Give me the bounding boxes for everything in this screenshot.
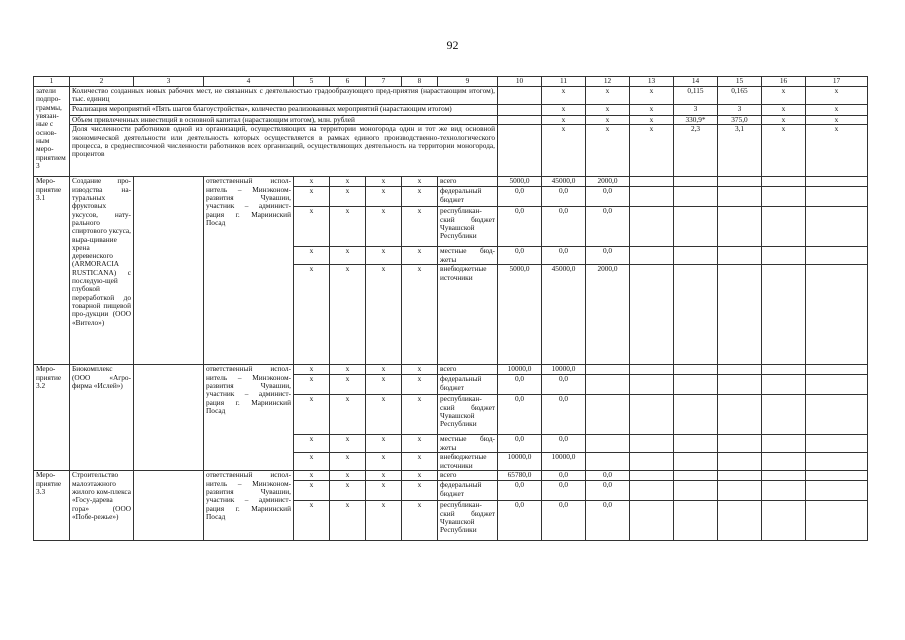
indicator-value: х: [762, 87, 806, 105]
funding-source: федеральный бюджет: [438, 375, 498, 395]
funding-value: 10000,0: [542, 453, 586, 471]
measure-executor: ответственный испол-нитель – Минэконом-развития Чувашии, участник – админист-рация г. Мариинский Посад: [204, 471, 294, 541]
funding-value: 0,0: [542, 187, 586, 207]
indicator-text: Количество созданных новых рабочих мест, не связанных с деятельностью градообразующего пред-приятия (нарастающим итогом), тыс. единиц: [70, 87, 498, 105]
funding-source: республикан-ский бюджет Чувашской Республики: [438, 395, 498, 435]
code-cell: х: [402, 375, 438, 395]
indicator-value: х: [586, 116, 630, 125]
indicator-value: 3: [718, 105, 762, 116]
code-cell: х: [402, 453, 438, 471]
empty-cell: [718, 395, 762, 435]
code-cell: х: [402, 265, 438, 365]
empty-cell: [806, 471, 868, 481]
indicator-row: [34, 87, 868, 105]
funding-value: 0,0: [586, 471, 630, 481]
code-cell: х: [366, 435, 402, 453]
empty-cell: [674, 177, 718, 187]
measure-row: [34, 365, 868, 375]
code-cell: х: [330, 501, 366, 541]
indicator-value: х: [542, 87, 586, 105]
empty-cell: [806, 501, 868, 541]
indicator-value: х: [806, 105, 868, 116]
measure-name: Строительство малоэтажного жилого ком-плекса «Госу-дарева гора» (ООО «Побе-режье»): [70, 471, 134, 541]
code-cell: х: [366, 177, 402, 187]
code-cell: х: [330, 247, 366, 265]
header-cell: 6: [330, 77, 366, 87]
empty-cell: [718, 177, 762, 187]
empty-cell: [498, 87, 542, 105]
empty-cell: [762, 265, 806, 365]
code-cell: х: [402, 435, 438, 453]
header-cell: 4: [204, 77, 294, 87]
code-cell: х: [402, 207, 438, 247]
code-cell: х: [366, 187, 402, 207]
code-cell: х: [366, 471, 402, 481]
measure-name: Создание про-изводства на-туральных фруктовых уксусов, нату-рального спиртового уксуса, выра-щивание хрена деревенского (ARMORACIA RUSTICANA) с последую-щей глубокой переработкой до товарной пищевой про-дукции (ООО «Витело»): [70, 177, 134, 365]
code-cell: х: [294, 435, 330, 453]
code-cell: х: [294, 453, 330, 471]
measure-executor: ответственный испол-нитель – Минэконом-развития Чувашии, участник – админист-рация г. Мариинский Посад: [204, 365, 294, 471]
empty-cell: [630, 187, 674, 207]
empty-cell: [674, 365, 718, 375]
empty-cell: [630, 207, 674, 247]
header-cell: 11: [542, 77, 586, 87]
measure-label: Меро-приятие 3.3: [34, 471, 70, 541]
code-cell: х: [330, 265, 366, 365]
indicator-value: х: [762, 116, 806, 125]
empty-cell: [630, 395, 674, 435]
header-cell: 15: [718, 77, 762, 87]
empty-cell: [762, 481, 806, 501]
empty-cell: [630, 365, 674, 375]
code-cell: х: [294, 177, 330, 187]
empty-cell: [498, 125, 542, 177]
funding-source: всего: [438, 471, 498, 481]
empty-cell: [674, 481, 718, 501]
indicator-value: х: [806, 87, 868, 105]
code-cell: х: [366, 395, 402, 435]
empty-cell: [674, 187, 718, 207]
empty-cell: [718, 435, 762, 453]
empty-cell: [674, 435, 718, 453]
empty-cell: [630, 453, 674, 471]
indicator-value: х: [630, 105, 674, 116]
indicator-label: затели подпро-граммы, увязан-ные с основ-ным меро-приятием 3: [34, 87, 70, 177]
indicator-value: 0,165: [718, 87, 762, 105]
code-cell: х: [402, 481, 438, 501]
empty-cell: [806, 453, 868, 471]
code-cell: х: [330, 471, 366, 481]
empty-cell: [674, 265, 718, 365]
empty-cell: [718, 247, 762, 265]
empty-cell: [674, 375, 718, 395]
code-cell: х: [366, 453, 402, 471]
funding-value: 0,0: [542, 395, 586, 435]
code-cell: х: [330, 481, 366, 501]
funding-source: федеральный бюджет: [438, 187, 498, 207]
empty-cell: [718, 187, 762, 207]
empty-cell: [718, 453, 762, 471]
header-cell: 3: [134, 77, 204, 87]
empty-cell: [134, 471, 204, 541]
indicator-value: х: [542, 105, 586, 116]
indicator-value: х: [806, 125, 868, 177]
indicator-value: х: [586, 87, 630, 105]
indicator-value: х: [630, 116, 674, 125]
code-cell: х: [366, 265, 402, 365]
empty-cell: [762, 453, 806, 471]
measure-label: Меро-приятие 3.2: [34, 365, 70, 471]
empty-cell: [718, 375, 762, 395]
code-cell: х: [330, 177, 366, 187]
empty-cell: [674, 207, 718, 247]
code-cell: х: [330, 365, 366, 375]
empty-cell: [134, 365, 204, 471]
empty-cell: [630, 247, 674, 265]
funding-value: 0,0: [498, 501, 542, 541]
code-cell: х: [330, 375, 366, 395]
header-cell: 13: [630, 77, 674, 87]
funding-value: 0,0: [542, 471, 586, 481]
header-cell: 16: [762, 77, 806, 87]
funding-value: 0,0: [498, 435, 542, 453]
funding-value: 0,0: [542, 435, 586, 453]
code-cell: х: [366, 375, 402, 395]
code-cell: х: [402, 395, 438, 435]
funding-value: 0,0: [498, 375, 542, 395]
funding-source: местные бюд-жеты: [438, 435, 498, 453]
empty-cell: [762, 501, 806, 541]
code-cell: х: [366, 501, 402, 541]
empty-cell: [762, 395, 806, 435]
funding-source: федеральный бюджет: [438, 481, 498, 501]
header-cell: 12: [586, 77, 630, 87]
code-cell: х: [294, 481, 330, 501]
empty-cell: [630, 435, 674, 453]
empty-cell: [762, 375, 806, 395]
empty-cell: [718, 207, 762, 247]
empty-cell: [762, 207, 806, 247]
empty-cell: [718, 481, 762, 501]
indicator-value: х: [806, 116, 868, 125]
indicator-text: Объем привлеченных инвестиций в основной капитал (нарастающим итогом), млн. рублей: [70, 116, 498, 125]
funding-source: внебюджетные источники: [438, 265, 498, 365]
funding-value: [586, 395, 630, 435]
empty-cell: [806, 265, 868, 365]
empty-cell: [630, 177, 674, 187]
indicator-value: х: [542, 116, 586, 125]
indicator-value: х: [630, 87, 674, 105]
indicator-row: [34, 125, 868, 177]
indicator-value: х: [586, 125, 630, 177]
funding-value: 5000,0: [498, 265, 542, 365]
empty-cell: [674, 453, 718, 471]
empty-cell: [806, 177, 868, 187]
code-cell: х: [294, 395, 330, 435]
funding-value: 45000,0: [542, 177, 586, 187]
header-cell: 14: [674, 77, 718, 87]
funding-value: 10000,0: [498, 453, 542, 471]
funding-source: местные бюд-жеты: [438, 247, 498, 265]
empty-cell: [806, 395, 868, 435]
code-cell: х: [366, 481, 402, 501]
funding-value: 0,0: [542, 375, 586, 395]
header-cell: 7: [366, 77, 402, 87]
funding-source: всего: [438, 365, 498, 375]
code-cell: х: [294, 375, 330, 395]
indicator-value: 3,1: [718, 125, 762, 177]
indicator-value: 2,3: [674, 125, 718, 177]
code-cell: х: [294, 501, 330, 541]
empty-cell: [762, 247, 806, 265]
indicator-value: 3: [674, 105, 718, 116]
header-cell: 1: [34, 77, 70, 87]
measure-row: [34, 177, 868, 187]
empty-cell: [762, 177, 806, 187]
funding-value: 10000,0: [498, 365, 542, 375]
code-cell: х: [366, 365, 402, 375]
code-cell: х: [330, 395, 366, 435]
funding-value: 0,0: [542, 501, 586, 541]
funding-value: 0,0: [498, 207, 542, 247]
code-cell: х: [330, 453, 366, 471]
indicator-value: х: [542, 125, 586, 177]
page-number: 92: [446, 38, 459, 52]
code-cell: х: [402, 365, 438, 375]
empty-cell: [498, 105, 542, 116]
funding-source: всего: [438, 177, 498, 187]
code-cell: х: [294, 207, 330, 247]
funding-value: 0,0: [586, 187, 630, 207]
indicator-row: [34, 116, 868, 125]
header-cell: 5: [294, 77, 330, 87]
indicator-value: х: [762, 125, 806, 177]
funding-value: [586, 453, 630, 471]
funding-value: 10000,0: [542, 365, 586, 375]
header-cell: 2: [70, 77, 134, 87]
empty-cell: [134, 177, 204, 365]
indicator-value: х: [630, 125, 674, 177]
code-cell: х: [402, 471, 438, 481]
table-body: [34, 77, 868, 541]
funding-value: 0,0: [498, 395, 542, 435]
funding-value: 2000,0: [586, 265, 630, 365]
code-cell: х: [402, 177, 438, 187]
code-cell: х: [366, 207, 402, 247]
empty-cell: [806, 207, 868, 247]
header-row: [34, 77, 868, 87]
empty-cell: [806, 435, 868, 453]
funding-table: [33, 76, 868, 541]
empty-cell: [674, 501, 718, 541]
indicator-value: 330,9*: [674, 116, 718, 125]
measure-name: Биокомплекс (ООО «Агро-фирма «Ислей»): [70, 365, 134, 471]
header-cell: 8: [402, 77, 438, 87]
measure-executor: ответственный испол-нитель – Минэконом-развития Чувашии, участник – админист-рация г. Мариинский Посад: [204, 177, 294, 365]
funding-source: внебюджетные источники: [438, 453, 498, 471]
code-cell: х: [402, 187, 438, 207]
indicator-text: Доля численности работников одной из организаций, осуществляющих на территории моногорода один и тот же вид основной экономической деятельности или деятельность которых осуществляется в рамках единого производственно-технологического процесса, в среднесписочной численности работников всех организаций, осуществляющих деятельность на территории моногорода, процентов: [70, 125, 498, 177]
empty-cell: [674, 395, 718, 435]
empty-cell: [762, 435, 806, 453]
empty-cell: [630, 265, 674, 365]
empty-cell: [718, 501, 762, 541]
empty-cell: [630, 481, 674, 501]
funding-value: 0,0: [586, 207, 630, 247]
funding-value: 45000,0: [542, 265, 586, 365]
funding-value: 5000,0: [498, 177, 542, 187]
code-cell: х: [330, 187, 366, 207]
funding-value: 0,0: [498, 247, 542, 265]
empty-cell: [718, 365, 762, 375]
empty-cell: [806, 375, 868, 395]
code-cell: х: [402, 501, 438, 541]
empty-cell: [718, 471, 762, 481]
code-cell: х: [294, 247, 330, 265]
funding-value: [586, 375, 630, 395]
funding-value: 0,0: [586, 501, 630, 541]
funding-value: 0,0: [542, 247, 586, 265]
empty-cell: [806, 365, 868, 375]
funding-source: республикан-ский бюджет Чувашской Республики: [438, 207, 498, 247]
indicator-value: х: [762, 105, 806, 116]
measure-label: Меро-приятие 3.1: [34, 177, 70, 365]
code-cell: х: [330, 435, 366, 453]
header-cell: 9: [438, 77, 498, 87]
indicator-value: 375,0: [718, 116, 762, 125]
empty-cell: [806, 481, 868, 501]
funding-value: 0,0: [498, 187, 542, 207]
empty-cell: [762, 365, 806, 375]
funding-value: 2000,0: [586, 177, 630, 187]
empty-cell: [718, 265, 762, 365]
code-cell: х: [330, 207, 366, 247]
empty-cell: [674, 471, 718, 481]
empty-cell: [806, 247, 868, 265]
funding-value: 0,0: [498, 481, 542, 501]
empty-cell: [498, 116, 542, 125]
measure-row: [34, 471, 868, 481]
code-cell: х: [402, 247, 438, 265]
empty-cell: [806, 187, 868, 207]
funding-source: республикан-ский бюджет Чувашской Республики: [438, 501, 498, 541]
empty-cell: [630, 375, 674, 395]
empty-cell: [630, 471, 674, 481]
code-cell: х: [294, 265, 330, 365]
indicator-value: х: [586, 105, 630, 116]
empty-cell: [630, 501, 674, 541]
indicator-row: [34, 105, 868, 116]
code-cell: х: [294, 187, 330, 207]
header-cell: 17: [806, 77, 868, 87]
funding-value: 65780,0: [498, 471, 542, 481]
funding-value: 0,0: [542, 481, 586, 501]
indicator-value: 0,115: [674, 87, 718, 105]
funding-value: 0,0: [542, 207, 586, 247]
funding-value: 0,0: [586, 481, 630, 501]
header-cell: 10: [498, 77, 542, 87]
code-cell: х: [294, 471, 330, 481]
empty-cell: [674, 247, 718, 265]
empty-cell: [762, 187, 806, 207]
code-cell: х: [366, 247, 402, 265]
funding-value: [586, 435, 630, 453]
funding-value: [586, 365, 630, 375]
funding-value: 0,0: [586, 247, 630, 265]
empty-cell: [762, 471, 806, 481]
code-cell: х: [294, 365, 330, 375]
indicator-text: Реализация мероприятий «Пять шагов благоустройства», количество реализованных мероприятий (нарастающим итогом): [70, 105, 498, 116]
